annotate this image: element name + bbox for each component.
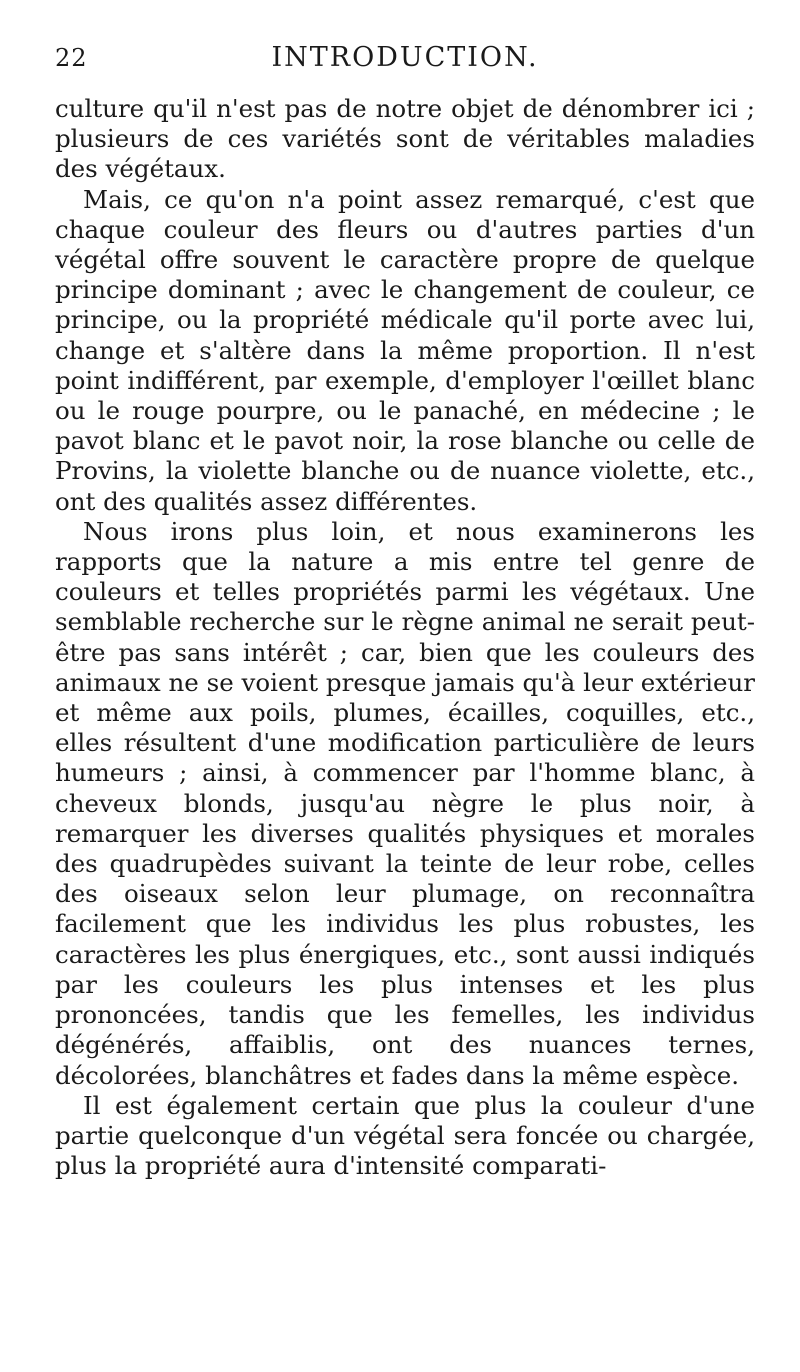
- page-number: 22: [55, 44, 88, 72]
- running-head: [55, 38, 755, 82]
- paragraph: culture qu'il n'est pas de notre objet de dénombrer ici ; plusieurs de ces variétés sont de véritables maladies des végétaux.: [55, 94, 755, 184]
- book-page: [55, 38, 755, 1181]
- paragraph: Nous irons plus loin, et nous examinerons les rapports que la nature a mis entre tel genre de couleurs et telles propriétés parmi les végétaux. Une semblable recherche sur le règne animal ne serait peut-être pas sans intérêt ; car, bien que les couleurs des animaux ne se voient presque jamais qu'à leur extérieur et même aux poils, plumes, écailles, coquilles, etc., elles résultent d'une modification particulière de leurs humeurs ; ainsi, à commencer par l'homme blanc, à cheveux blonds, jusqu'au nègre le plus noir, à remarquer les diverses qualités physiques et morales des quadrupèdes suivant la teinte de leur robe, celles des oiseaux selon leur plumage, on reconnaîtra facilement que les individus les plus robustes, les caractères les plus énergiques, etc., sont aussi indiqués par les couleurs les plus intenses et les plus prononcées, tandis que les femelles, les individus dégénérés, affaiblis, ont des nuances ternes, décolorées, blanchâtres et fades dans la même espèce.: [55, 516, 755, 1090]
- running-title: INTRODUCTION.: [271, 42, 539, 73]
- body-text: [55, 94, 755, 1181]
- paragraph: Il est également certain que plus la couleur d'une partie quelconque d'un végétal sera foncée ou chargée, plus la propriété aura d'intensité comparati-: [55, 1090, 755, 1181]
- paragraph: Mais, ce qu'on n'a point assez remarqué, c'est que chaque couleur des fleurs ou d'autres parties d'un végétal offre souvent le caractère propre de quelque principe dominant ; avec le changement de couleur, ce principe, ou la propriété médicale qu'il porte avec lui, change et s'altère dans la même proportion. Il n'est point indifférent, par exemple, d'employer l'œillet blanc ou le rouge pourpre, ou le panaché, en médecine ; le pavot blanc et le pavot noir, la rose blanche ou celle de Provins, la violette blanche ou de nuance violette, etc., ont des qualités assez différentes.: [55, 184, 755, 516]
